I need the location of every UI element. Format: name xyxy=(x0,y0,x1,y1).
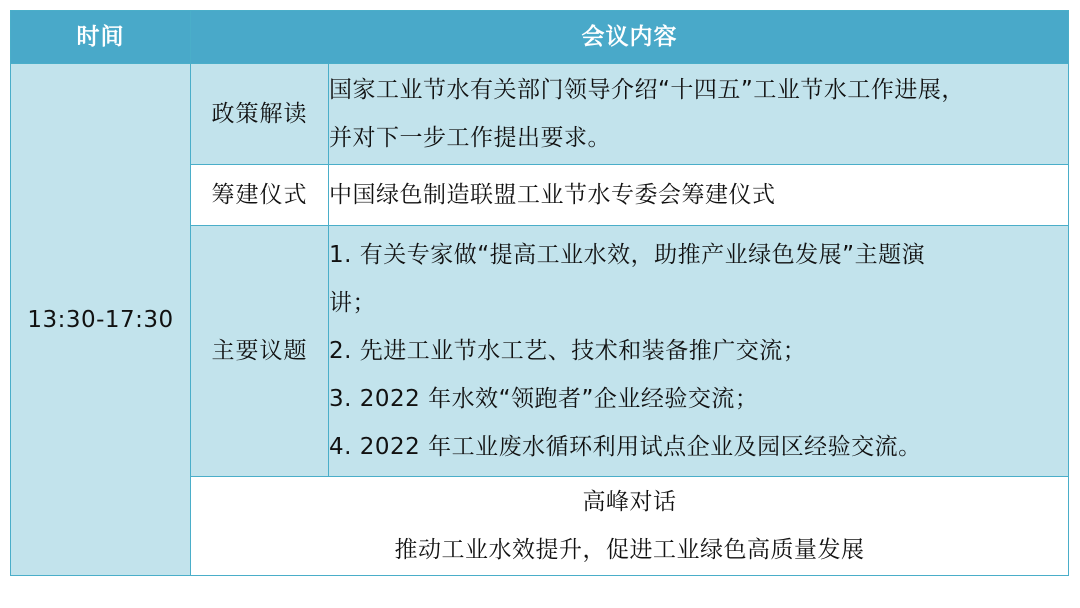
content-line: 讲； xyxy=(329,290,376,316)
header-row xyxy=(11,11,1069,64)
agenda-table xyxy=(10,10,1069,576)
content-line: 并对下一步工作提出要求。 xyxy=(329,125,611,151)
dialogue-cell xyxy=(191,477,1069,576)
content-line: 4. 2022 年工业废水循环利用试点企业及园区经验交流。 xyxy=(329,434,922,460)
content-line: 中国绿色制造联盟工业节水专委会筹建仪式 xyxy=(329,182,776,208)
category-policy: 政策解读 xyxy=(191,64,329,165)
time-column-header: 时间 xyxy=(11,11,191,64)
dialogue-subtitle: 推动工业水效提升，促进工业绿色高质量发展 xyxy=(394,537,865,563)
time-slot-cell: 13:30-17:30 xyxy=(11,64,191,576)
dialogue-title: 高峰对话 xyxy=(582,489,677,515)
content-line: 1. 有关专家做“提高工业水效，助推产业绿色发展”主题演 xyxy=(329,242,926,268)
agenda-row-policy xyxy=(11,64,1069,165)
content-ceremony xyxy=(329,165,1069,226)
content-line: 2. 先进工业节水工艺、技术和装备推广交流； xyxy=(329,338,807,364)
content-line: 3. 2022 年水效“领跑者”企业经验交流； xyxy=(329,386,759,412)
content-policy xyxy=(329,64,1069,165)
content-topics xyxy=(329,226,1069,477)
category-topics: 主要议题 xyxy=(191,226,329,477)
category-ceremony: 筹建仪式 xyxy=(191,165,329,226)
content-column-header: 会议内容 xyxy=(191,11,1069,64)
content-line: 国家工业节水有关部门领导介绍“十四五”工业节水工作进展， xyxy=(329,77,965,103)
